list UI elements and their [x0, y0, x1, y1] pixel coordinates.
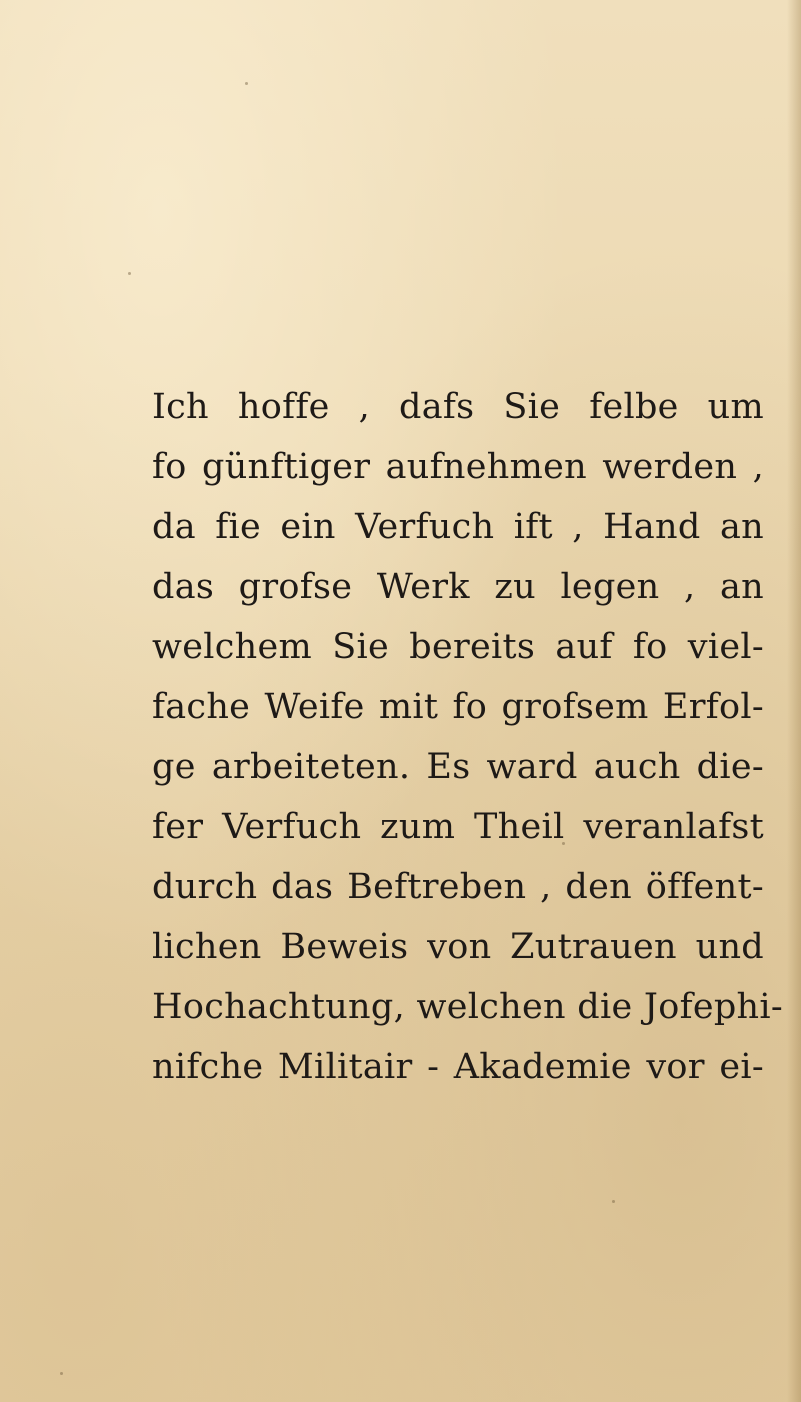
paper-speck: [60, 1372, 63, 1375]
text-line: nifche Militair - Akademie vor ei-: [152, 1047, 764, 1087]
body-text: [152, 380, 784, 1100]
text-line: fer Verfuch zum Theil veranlafst: [152, 807, 764, 847]
text-line: welchem Sie bereits auf fo viel-: [152, 627, 764, 667]
text-line: durch das Beftreben , den öffent-: [152, 867, 764, 907]
text-line: fo günftiger aufnehmen werden ,: [152, 447, 764, 487]
paper-speck: [245, 82, 248, 85]
paper-speck: [612, 1200, 615, 1203]
page-edge-shadow: [787, 0, 801, 1402]
text-line: Ich hoffe , dafs Sie felbe um: [152, 387, 764, 427]
paper-speck: [128, 272, 131, 275]
text-line: das grofse Werk zu legen , an: [152, 567, 764, 607]
text-line: da fie ein Verfuch ift , Hand an: [152, 507, 764, 547]
text-line: Hochachtung, welchen die Jofephi-: [152, 987, 784, 1027]
text-line: fache Weife mit fo grofsem Erfol-: [152, 687, 764, 727]
text-line: lichen Beweis von Zutrauen und: [152, 927, 764, 967]
text-line: ge arbeiteten. Es ward auch die-: [152, 747, 764, 787]
